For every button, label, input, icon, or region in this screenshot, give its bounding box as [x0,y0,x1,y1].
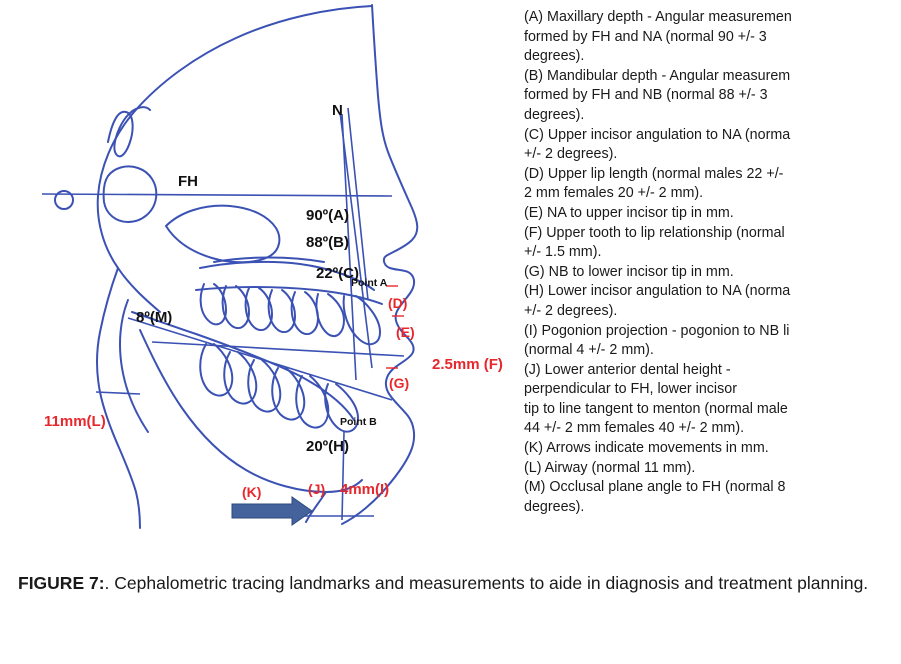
figure-caption [18,570,888,596]
label-point-a: Point A [351,277,388,289]
label-angle-m: 8º(M) [136,309,173,326]
label-measure-e: (E) [396,324,415,340]
figure-caption-label: FIGURE 7: [18,573,105,593]
label-angle-b: 88º(B) [306,234,349,251]
legend-line: (A) Maxillary depth - Angular measuremen [524,9,792,25]
label-angle-h: 20º(H) [306,438,349,455]
label-measure-d: (D) [388,295,408,311]
legend-line: 2 mm females 20 +/- 2 mm). [524,185,704,202]
legend-line: degrees). [524,106,585,123]
label-angle-c: 22º(C) [316,265,359,282]
legend-line: (normal 4 +/- 2 mm). [524,342,654,359]
label-airway-l: 11mm(L) [44,413,106,430]
legend-line: +/- 2 degrees). [524,146,618,163]
fh-plane-line [42,194,392,196]
orbital-outline [166,206,279,263]
legend-line: (G) NB to lower incisor tip in mm. [524,263,734,280]
posterior-skull-outline [97,268,140,528]
legend-line: (L) Airway (normal 11 mm). [524,459,696,476]
cranial-detail-squiggle [108,107,150,156]
lower-dentition [200,344,358,432]
label-measure-g: (G) [389,375,410,391]
label-nasion: N [332,102,343,119]
legend-line: (M) Occlusal plane angle to FH (normal 8 [524,479,786,496]
label-arrows-k: (K) [242,484,262,500]
legend-line: degrees). [524,498,585,515]
label-dental-height-j: (J) [308,481,326,497]
legend-line: +/- 1.5 mm). [524,244,602,261]
legend-line: +/- 2 degrees). [524,302,618,319]
tracing-drawing [0,0,520,545]
label-fh-plane: FH [178,173,198,190]
legend-line: degrees). [524,48,585,65]
legend-line: tip to line tangent to menton (normal male [524,400,788,417]
legend-text-block [524,8,896,517]
movement-arrow-k [232,497,312,525]
legend-line: (K) Arrows indicate movements in mm. [524,440,769,457]
airway-line [96,392,140,394]
legend-line: (E) NA to upper incisor tip in mm. [524,204,734,221]
legend-line: (I) Pogonion projection - pogonion to NB li [524,322,790,339]
label-measure-f: 2.5mm (F) [432,356,503,373]
figure-caption-text: . Cephalometric tracing landmarks and measurements to aide in diagnosis and treatment planning. [104,573,869,593]
legend-line: (H) Lower incisor angulation to NA (norma [524,283,791,300]
legend-line: (C) Upper incisor angulation to NA (norma [524,126,791,143]
label-point-b: Point B [340,416,377,428]
label-pogonion-i: 4mm(I) [340,481,390,498]
legend-line: formed by FH and NA (normal 90 +/- 3 [524,28,767,45]
legend-line: (J) Lower anterior dental height - [524,361,731,378]
legend-line: perpendicular to FH, lower incisor [524,381,737,398]
upper-central-incisor [344,296,380,344]
cephalometric-tracing [0,0,520,545]
legend-line: (F) Upper tooth to lip relationship (normal [524,224,785,241]
legend-line: (B) Mandibular depth - Angular measurem [524,67,791,84]
legend-line: 44 +/- 2 mm females 40 +/- 2 mm). [524,420,745,437]
legend-line: formed by FH and NB (normal 88 +/- 3 [524,87,768,104]
legend-line: (D) Upper lip length (normal males 22 +/- [524,165,784,182]
label-angle-a: 90º(A) [306,207,349,224]
